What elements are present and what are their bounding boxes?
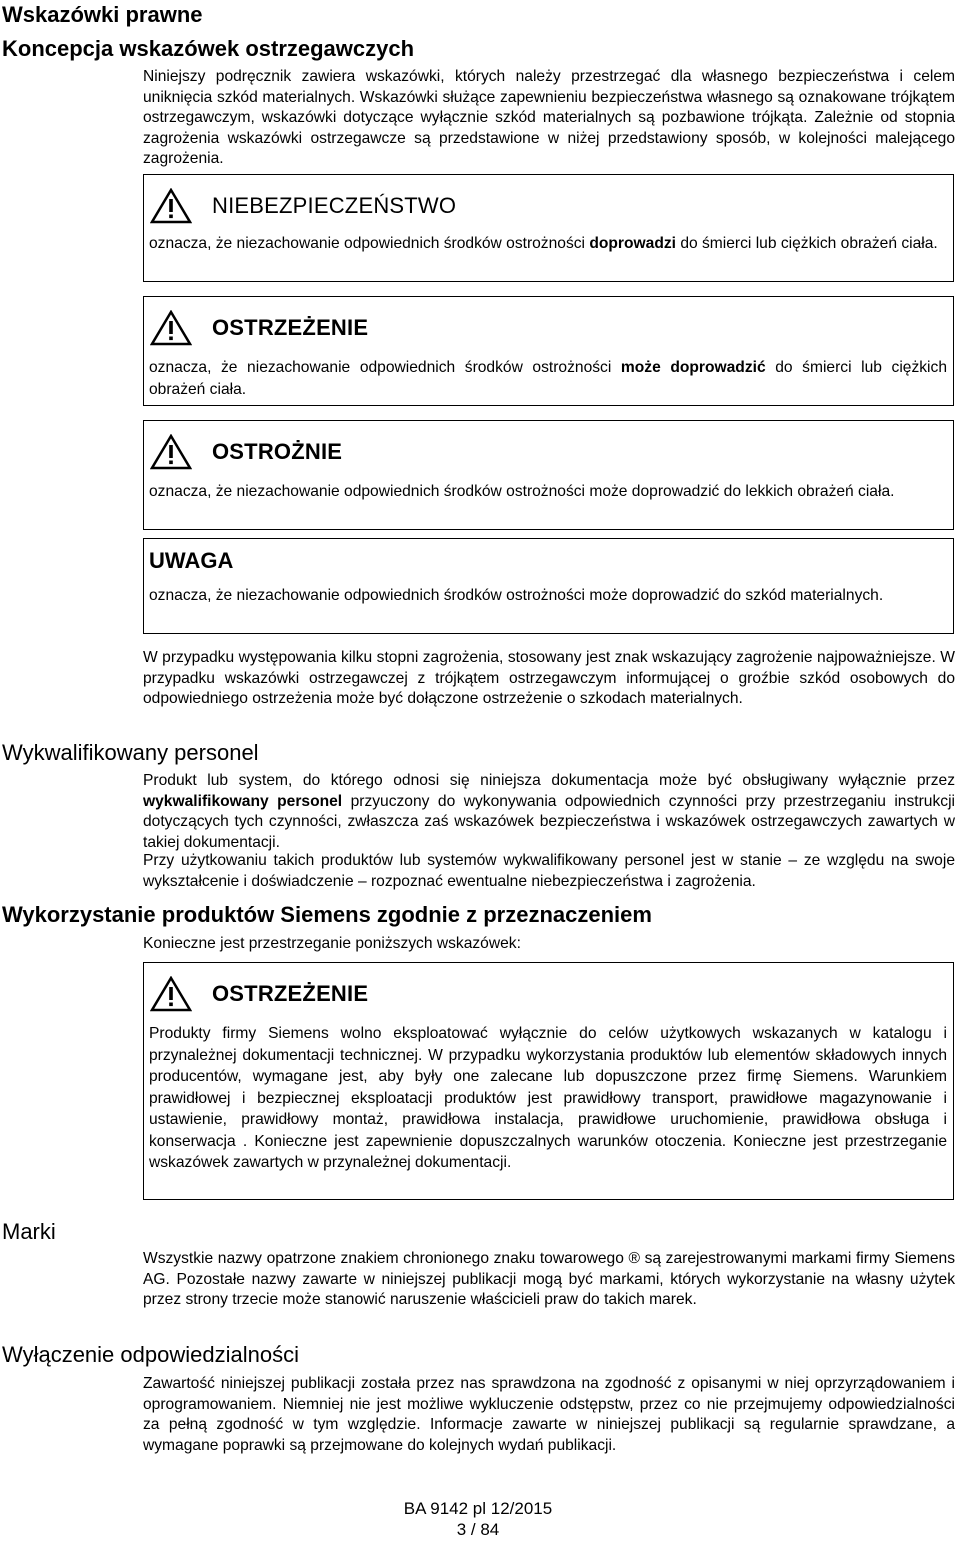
footer-doc-id: BA 9142 pl 12/2015: [403, 1499, 553, 1518]
warning-triangle-icon: [150, 310, 192, 346]
section-heading-trademarks: Marki: [2, 1219, 56, 1244]
usage-intro: Konieczne jest przestrzeganie poniższych wskazówek:: [143, 935, 521, 952]
danger-text: oznacza, że niezachowanie odpowiednich środków ostrożności doprowadzi do śmierci lub ciężkich obrażeń ciała.: [149, 235, 938, 252]
personnel-paragraph-2: Przy użytkowaniu takich produktów lub systemów wykwalifikowany personel jest w stanie – ze względu na swoje wykształcenie i doświadczenie – rozpoznać ewentualne niebezpieczeństwa i zagrożenia.: [143, 852, 955, 890]
caution-label: OSTROŻNIE: [212, 439, 343, 464]
section-heading-warning-concept: Koncepcja wskazówek ostrzegawczych: [2, 36, 415, 61]
personnel-paragraph-1: Produkt lub system, do którego odnosi się niniejsza dokumentacja może być obsługiwany wyłącznie przez wykwalifikowany personel przyuczony do wykonywania odpowiednich czynności przy przestrzeganiu instrukcji dotyczących tych czynności, zwłaszcza zaś wskazówek bezpieczeństwa i wskazówek ostrzegawczych zawartych w takiej dokumentacji.: [143, 772, 955, 851]
page-title: Wskazówki prawne: [2, 2, 203, 27]
warning-triangle-icon: [150, 976, 192, 1012]
section-heading-personnel: Wykwalifikowany personel: [2, 740, 259, 765]
usage-warning-label: OSTRZEŻENIE: [212, 981, 369, 1006]
warning-label: OSTRZEŻENIE: [212, 315, 369, 340]
trademarks-text: Wszystkie nazwy opatrzone znakiem chronionego znaku towarowego ® są zarejestrowanymi markami firmy Siemens AG. Pozostałe nazwy zawarte w niniejszej publikacji mogą być markami, których wykorzystanie na własny użytek przez strony trzecie może stanowić naruszenie właścicieli praw do takich marek.: [143, 1250, 955, 1308]
warning-triangle-icon: [150, 434, 192, 470]
notice-text: oznacza, że niezachowanie odpowiednich środków ostrożności może doprowadzić do szkód materialnych.: [149, 587, 884, 604]
danger-label: NIEBEZPIECZEŃSTWO: [212, 193, 457, 218]
section-heading-disclaimer: Wyłączenie odpowiedzialności: [2, 1342, 299, 1367]
notice-label: UWAGA: [149, 548, 234, 573]
section-heading-usage: Wykorzystanie produktów Siemens zgodnie z przeznaczeniem: [2, 902, 652, 927]
danger-box: [143, 174, 954, 282]
warning-box: [143, 296, 954, 406]
caution-box: [143, 420, 954, 530]
warning-triangle-icon: [150, 188, 192, 224]
disclaimer-text: Zawartość niniejszej publikacji została przez nas sprawdzona na zgodność z opisanymi w niej oprzyrządowaniem i oprogramowaniem. Niemniej nie jest możliwe wykluczenie odstępstw, przez co nie przejmujemy odpowiedzialności za pełną zgodność w tym względzie. Informacje zawarte w niniejszej publikacji są regularnie sprawdzane, a wymagane poprawki są przejmowane do kolejnych wydań publikacji.: [143, 1375, 955, 1454]
warning-text: oznacza, że niezachowanie odpowiednich środków ostrożności może doprowadzić do śmierci lub ciężkich obrażeń ciała.: [149, 359, 947, 398]
usage-warning-text: Produkty firmy Siemens wolno eksploatować wyłącznie do celów użytkowych wskazanych w katalogu i przynależnej dokumentacji technicznej. W przypadku wykorzystania produktów lub elementów składowych innych producentów, wymagane jest, aby były one zalecane lub dopuszczone przez firmę Siemens. Warunkiem prawidłowej i bezpiecznej eksploatacji produktów jest prawidłowy transport, prawidłowe magazynowanie i ustawienie, prawidłowy montaż, prawidłowa instalacja, prawidłowe uruchomienie, prawidłowa obsługa i konserwacja . Konieczne jest zapewnienie dopuszczalnych warunków otoczenia. Konieczne jest przestrzeganie wskazówek zawartych w przynależnej dokumentacji.: [149, 1025, 947, 1171]
caution-text: oznacza, że niezachowanie odpowiednich środków ostrożności może doprowadzić do lekkich obrażeń ciała.: [149, 483, 895, 500]
concept-outro: W przypadku występowania kilku stopni zagrożenia, stosowany jest znak wskazujący zagrożenie najpoważniejsze. W przypadku wskazówki ostrzegawczej z trójkątem ostrzegawczym informującej o groźbie szkód osobowych do odpowiedniego ostrzeżenia może być dołączone ostrzeżenie o szkodach materialnych.: [143, 649, 955, 707]
notice-box: [143, 538, 954, 634]
concept-intro: Niniejszy podręcznik zawiera wskazówki, których należy przestrzegać dla własnego bezpieczeństwa i celem uniknięcia szkód materialnych. Wskazówki służące zapewnieniu bezpieczeństwa własnego są oznakowane trójkątem ostrzegawczym, wskazówki dotyczące wyłącznie szkód materialnych są pozbawione trójkąta. Zależnie od stopnia zagrożenia wskazówki ostrzegawcze są przedstawione w niżej przedstawiony sposób, w kolejności malejącego zagrożenia.: [143, 68, 955, 167]
footer-page-number: 3 / 84: [456, 1520, 500, 1539]
usage-warning-box: [143, 962, 954, 1200]
